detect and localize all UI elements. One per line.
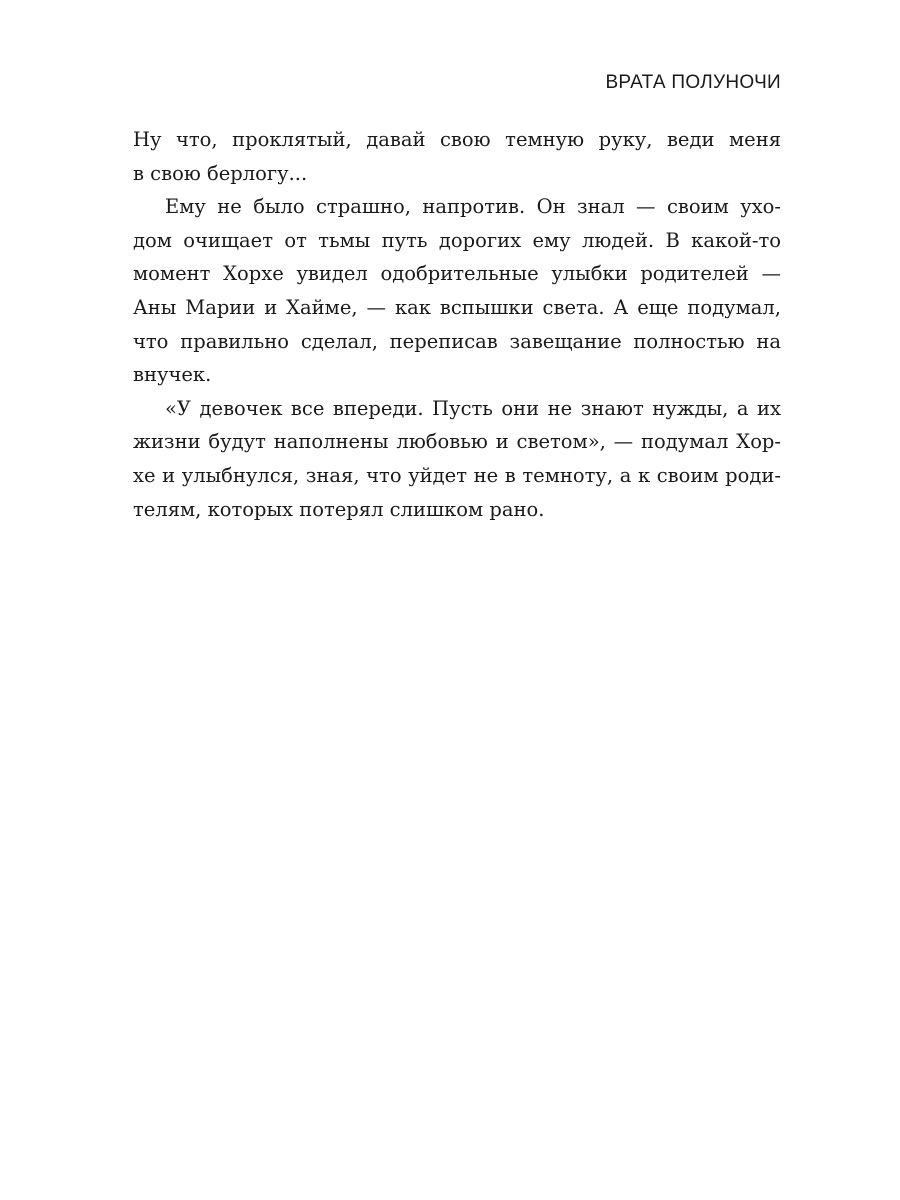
text-line: жизни будут наполнены любовью и светом», — подумал Хор- — [133, 430, 781, 454]
text-line: Ну что, проклятый, давай свою темную руку, веди меня — [133, 128, 781, 151]
running-head: ВРАТА ПОЛУНОЧИ — [605, 72, 781, 93]
text-line: в свою берлогу... — [133, 161, 308, 185]
text-line: внучек. — [133, 363, 212, 387]
text-line: момент Хорхе увидел одобрительные улыбки родителей — — [133, 262, 781, 286]
text-line: телям, которых потерял слишком рано. — [133, 497, 545, 521]
text-line: Ему не было страшно, напротив. Он знал — своим ухо- — [165, 195, 781, 219]
body-text — [133, 123, 781, 526]
text-line: хе и улыбнулся, зная, что уйдет не в темноту, а к своим роди- — [133, 463, 781, 487]
text-line: что правильно сделал, переписав завещание полностью на — [133, 329, 781, 353]
text-line: Аны Марии и Хайме, — как вспышки света. А еще подумал, — [133, 295, 781, 319]
text-line: «У девочек все впереди. Пусть они не знают нужды, а их — [165, 396, 781, 420]
text-line: дом очищает от тьмы путь дорогих ему людей. В какой-то — [133, 228, 781, 252]
